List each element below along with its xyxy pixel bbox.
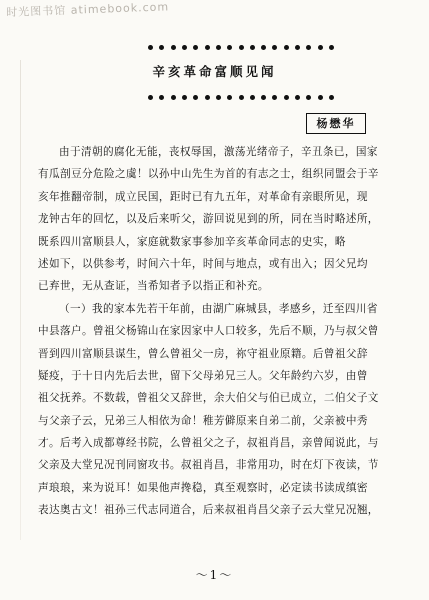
dot-ornament	[193, 95, 198, 100]
text-line: 龙钟古年的回忆，以及后来听父，游回说见到的所，同在当时略述所，	[38, 213, 379, 226]
dot-ornament	[182, 45, 187, 50]
dot-ornament	[261, 45, 266, 50]
dot-ornament	[239, 95, 244, 100]
dot-ornament	[295, 45, 300, 50]
dot-ornament	[216, 95, 221, 100]
text-line: 中县落户。曾祖父杨锦山在家因家中人口较多，先后不顺，乃与叔父曾	[38, 325, 379, 338]
dot-ornament	[261, 95, 266, 100]
text-line: （一）我的家本先若干年前，由湖广麻城县，孝感乡，迁至四川省	[59, 302, 378, 315]
dot-ornament	[159, 45, 164, 50]
decorative-dot-row-bottom	[148, 95, 334, 100]
dot-ornament	[295, 95, 300, 100]
scan-margin-shadow	[20, 60, 21, 540]
dot-ornament	[318, 95, 323, 100]
dot-ornament	[159, 95, 164, 100]
dot-ornament	[205, 45, 210, 50]
page-number: ～1～	[195, 568, 234, 582]
dot-ornament	[318, 45, 323, 50]
dot-ornament	[329, 45, 334, 50]
text-line: 声琅琅，来为说耳！如果他声搀稳，真至观察时，必定读书读成缜密	[38, 481, 368, 494]
dot-ornament	[306, 45, 311, 50]
dot-ornament	[250, 45, 255, 50]
author-name-box: 杨懋华	[306, 113, 366, 134]
watermark-text: 时光图书馆 atimebook.com	[6, 0, 170, 19]
dot-ornament	[250, 95, 255, 100]
decorative-dot-row-top	[148, 45, 334, 50]
dot-ornament	[227, 95, 232, 100]
dot-ornament	[329, 95, 334, 100]
text-line: 晋到四川富顺县谋生，曾么曾祖父一房，祢守祖业原籍。后曾祖父辞	[38, 347, 368, 360]
dot-ornament	[272, 45, 277, 50]
text-line: 既系四川富顺县人，家庭就数家事参加辛亥革命同志的史实，略	[38, 235, 346, 248]
text-line: 才。后考入成都尊经书院，么曾祖父之子，叔祖肖昌，亲曾闻说此，与	[38, 437, 379, 450]
dot-ornament	[239, 45, 244, 50]
text-line: 祖父抚养。不数载，曾祖父又辞世，余大伯父与伯已成立，二伯父子文	[38, 392, 379, 405]
text-line: 已弃世，无从查证，当希知者予以指正和补充。	[38, 280, 269, 293]
article-body	[38, 141, 390, 522]
dot-ornament	[148, 45, 153, 50]
text-line: 由于清朝的腐化无能，丧权辱国，激荡光绪帝子，辛丑条已，国家	[59, 146, 378, 158]
dot-ornament	[306, 95, 311, 100]
dot-ornament	[227, 45, 232, 50]
article-title: 辛亥革命富顺见闻	[152, 64, 277, 79]
text-line: 亥年推翻帝制，成立民国，距时已有九五年，对革命有亲眼所见，现	[38, 190, 368, 203]
dot-ornament	[284, 45, 289, 50]
dot-ornament	[171, 45, 176, 50]
text-line: 与父亲子云，兄弟三人相依为命！稚芳僻原来自弟二前，父亲被中秀	[38, 414, 368, 427]
dot-ornament	[171, 95, 176, 100]
dot-ornament	[272, 95, 277, 100]
text-line: 有瓜剖豆分危险之虞！以孙中山先生为首的有志之士，组织同盟会于辛	[38, 168, 379, 181]
dot-ornament	[205, 95, 210, 100]
text-line: 父亲及大堂兄况刊同窗攻书。叔祖肖昌，非常用功，时在灯下夜读，节	[38, 459, 379, 472]
dot-ornament	[193, 45, 198, 50]
text-line: 表达奥古文！祖孙三代志同道合，后来叔祖肖昌父亲子云大堂兄况翘，	[38, 504, 379, 517]
dot-ornament	[182, 95, 187, 100]
text-line: 疑疫，于十日内先后去世，留下父母弟兄三人。父年龄约六岁，由曾	[38, 369, 368, 382]
dot-ornament	[216, 45, 221, 50]
dot-ornament	[148, 95, 153, 100]
text-line: 述如下，以供参考，时间六十年，时间与地点，或有出入；因父兄均	[38, 257, 368, 270]
dot-ornament	[284, 95, 289, 100]
